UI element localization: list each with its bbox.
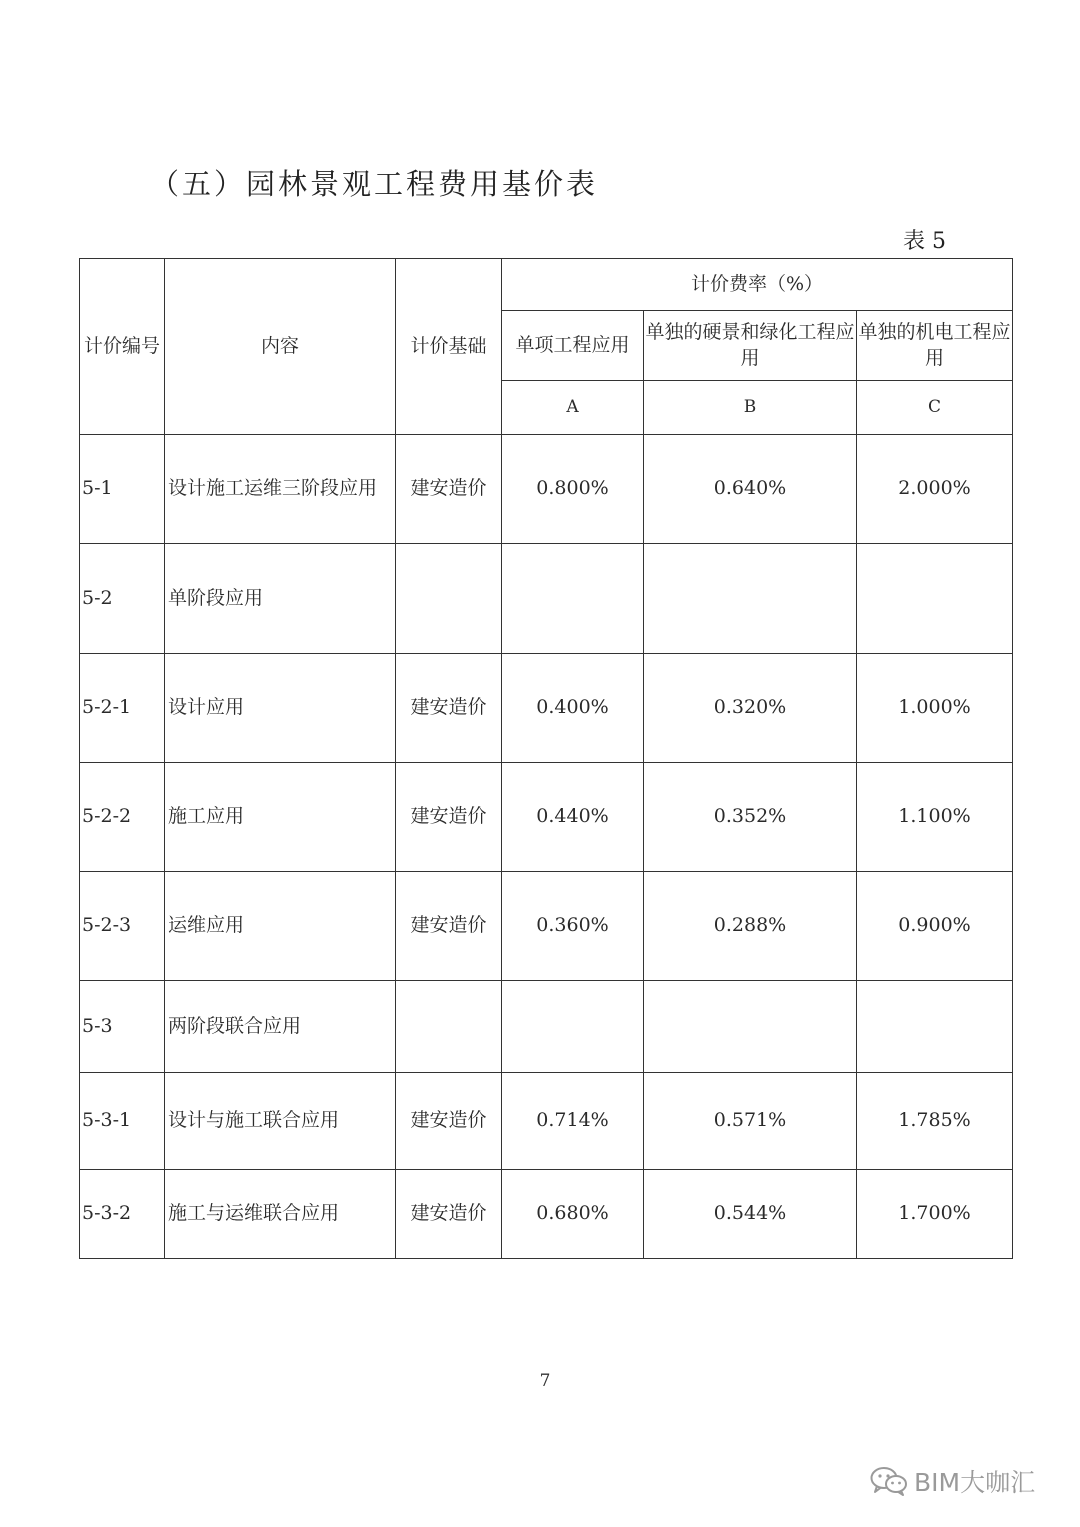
row-rate-a: 0.680% (502, 1170, 644, 1259)
row-rate-c: 2.000% (857, 435, 1013, 544)
row-basis: 建安造价 (396, 872, 502, 981)
row-rate-a: 0.714% (502, 1073, 644, 1170)
row-content: 设计应用 (165, 654, 396, 763)
row-rate-c: 0.900% (857, 872, 1013, 981)
row-basis: 建安造价 (396, 654, 502, 763)
table-row (80, 763, 1013, 872)
row-code: 5-1 (80, 435, 165, 544)
row-rate-c: 1.785% (857, 1073, 1013, 1170)
row-rate-a: 0.440% (502, 763, 644, 872)
row-rate-c: 1.700% (857, 1170, 1013, 1259)
header-letter-a: A (502, 381, 644, 435)
table-row (80, 981, 1013, 1073)
header-rate-group: 计价费率（%） (502, 259, 1013, 311)
row-code: 5-3-1 (80, 1073, 165, 1170)
header-col-b: 单独的硬景和绿化工程应用 (644, 311, 857, 381)
row-rate-b (644, 544, 857, 654)
row-rate-a: 0.400% (502, 654, 644, 763)
row-code: 5-2-1 (80, 654, 165, 763)
row-rate-b (644, 981, 857, 1073)
row-rate-b: 0.544% (644, 1170, 857, 1259)
wechat-icon (870, 1466, 908, 1496)
row-rate-b: 0.571% (644, 1073, 857, 1170)
row-rate-a (502, 981, 644, 1073)
header-letter-b: B (644, 381, 857, 435)
table-row (80, 872, 1013, 981)
header-content: 内容 (165, 259, 396, 435)
page-number: 7 (539, 1371, 551, 1391)
watermark (870, 1463, 1035, 1499)
fee-table (79, 258, 1013, 1259)
row-rate-c: 1.000% (857, 654, 1013, 763)
row-content: 两阶段联合应用 (165, 981, 396, 1073)
row-content: 设计施工运维三阶段应用 (165, 435, 396, 544)
row-code: 5-2-2 (80, 763, 165, 872)
row-basis: 建安造价 (396, 1170, 502, 1259)
row-content: 单阶段应用 (165, 544, 396, 654)
row-rate-c: 1.100% (857, 763, 1013, 872)
header-col-a: 单项工程应用 (502, 311, 644, 381)
row-code: 5-2 (80, 544, 165, 654)
table-row (80, 1170, 1013, 1259)
page-title: （五）园林景观工程费用基价表 (150, 167, 599, 201)
table-row (80, 654, 1013, 763)
header-basis: 计价基础 (396, 259, 502, 435)
table-label: 表 5 (903, 229, 946, 254)
row-rate-a: 0.800% (502, 435, 644, 544)
row-rate-c (857, 981, 1013, 1073)
row-basis (396, 981, 502, 1073)
header-col-c: 单独的机电工程应用 (857, 311, 1013, 381)
row-basis: 建安造价 (396, 763, 502, 872)
row-content: 运维应用 (165, 872, 396, 981)
table-row (80, 544, 1013, 654)
row-code: 5-3 (80, 981, 165, 1073)
row-code: 5-2-3 (80, 872, 165, 981)
table-row (80, 435, 1013, 544)
row-rate-c (857, 544, 1013, 654)
row-rate-b: 0.640% (644, 435, 857, 544)
row-rate-b: 0.320% (644, 654, 857, 763)
row-content: 施工应用 (165, 763, 396, 872)
header-letter-c: C (857, 381, 1013, 435)
row-rate-a (502, 544, 644, 654)
row-basis (396, 544, 502, 654)
row-code: 5-3-2 (80, 1170, 165, 1259)
row-rate-b: 0.288% (644, 872, 857, 981)
row-content: 设计与施工联合应用 (165, 1073, 396, 1170)
watermark-text: BIM大咖汇 (914, 1468, 1036, 1497)
header-code: 计价编号 (80, 259, 165, 435)
row-basis: 建安造价 (396, 435, 502, 544)
row-content: 施工与运维联合应用 (165, 1170, 396, 1259)
table-row (80, 1073, 1013, 1170)
row-rate-b: 0.352% (644, 763, 857, 872)
row-rate-a: 0.360% (502, 872, 644, 981)
row-basis: 建安造价 (396, 1073, 502, 1170)
